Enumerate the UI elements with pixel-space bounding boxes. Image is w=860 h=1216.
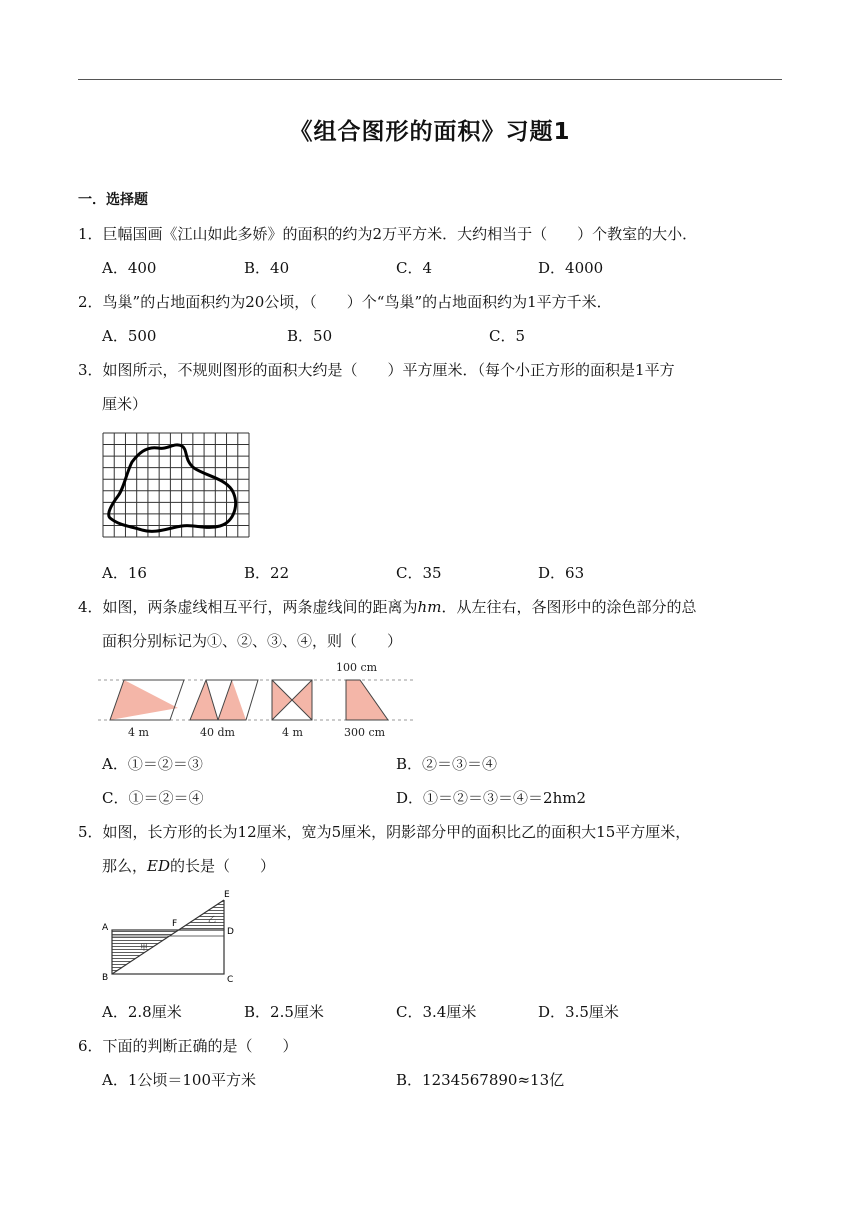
q5-option-d: D．3.5厘米 — [538, 1003, 619, 1021]
question-3-line2: 厘米） — [102, 395, 148, 413]
shaded-trapezoid-4 — [346, 680, 388, 720]
fig-label-100cm: 100 cm — [336, 661, 378, 674]
q4-option-c: C．①＝②＝④ — [102, 789, 204, 807]
q3-option-c: C．35 — [396, 564, 442, 582]
q5-option-c: C．3.4厘米 — [396, 1003, 477, 1021]
label-C: C — [227, 975, 234, 985]
shaded-bowtie-3 — [272, 680, 292, 720]
question-6: 6．下面的判断正确的是（ ） — [78, 1037, 298, 1055]
rectangle-shaded-figure — [100, 888, 240, 988]
parallel-lines-shapes-figure — [98, 658, 414, 742]
q6-option-a: A．1公顷＝100平方米 — [102, 1071, 257, 1089]
question-5-line1: 5．如图，长方形的长为12厘米，宽为5厘米，阴影部分甲的面积比乙的面积大15平方厘米， — [78, 823, 691, 841]
irregular-shape-grid-figure — [102, 432, 250, 538]
question-4-line2: 面积分别标记为①、②、③、④，则（ ） — [102, 632, 403, 650]
label-F: F — [172, 919, 178, 929]
question-5-line2: 那么，ED的长是（ ） — [102, 857, 276, 875]
irregular-shape — [109, 445, 236, 531]
q5-option-a: A．2.8厘米 — [102, 1003, 182, 1021]
q3-option-a: A．16 — [102, 564, 147, 582]
label-A: A — [102, 923, 109, 933]
q4-option-a: A．①＝②＝③ — [102, 755, 203, 773]
shaded-triangle-1 — [110, 680, 178, 720]
header-rule — [78, 79, 782, 80]
page-title: 《组合图形的面积》习题1 — [289, 119, 571, 145]
question-2: 2．鸟巢”的占地面积约为20公顷，（ ）个“鸟巢”的占地面积约为1平方千米． — [78, 293, 612, 311]
label-B: B — [102, 973, 109, 983]
label-E: E — [224, 890, 230, 900]
label-jia: 甲 — [140, 943, 148, 952]
fig-label-4m-2: 4 m — [282, 726, 303, 739]
q1-option-a: A．400 — [102, 259, 157, 277]
label-yi: 乙 — [208, 915, 216, 924]
question-3-line1: 3．如图所示，不规则图形的面积大约是（ ）平方厘米．（每个小正方形的面积是1平方 — [78, 361, 675, 379]
label-D: D — [227, 927, 234, 937]
q1-option-b: B．40 — [244, 259, 290, 277]
q1-option-d: D．4000 — [538, 259, 604, 277]
q2-option-b: B．50 — [287, 327, 333, 345]
question-1: 1．巨幅国画《江山如此多娇》的面积的约为2万平方米．大约相当于（ ）个教室的大小． — [78, 225, 698, 243]
q3-option-d: D．63 — [538, 564, 585, 582]
fig-label-40dm: 40 dm — [200, 726, 235, 739]
q3-option-b: B．22 — [244, 564, 290, 582]
q2-option-a: A．500 — [102, 327, 157, 345]
q5-option-b: B．2.5厘米 — [244, 1003, 324, 1021]
fig-label-4m-1: 4 m — [128, 726, 149, 739]
section-heading: 一．选择题 — [78, 192, 148, 208]
q4-option-b: B．②＝③＝④ — [396, 755, 498, 773]
q2-option-c: C．5 — [489, 327, 526, 345]
q4-option-d: D．①＝②＝③＝④＝2hm2 — [396, 789, 586, 807]
q6-option-b: B．1234567890≈13亿 — [396, 1071, 565, 1089]
fig-label-300cm: 300 cm — [344, 726, 386, 739]
q1-option-c: C．4 — [396, 259, 433, 277]
question-4-line1: 4．如图，两条虚线相互平行，两条虚线间的距离为hm．从左往右，各图形中的涂色部分的总 — [78, 598, 697, 616]
